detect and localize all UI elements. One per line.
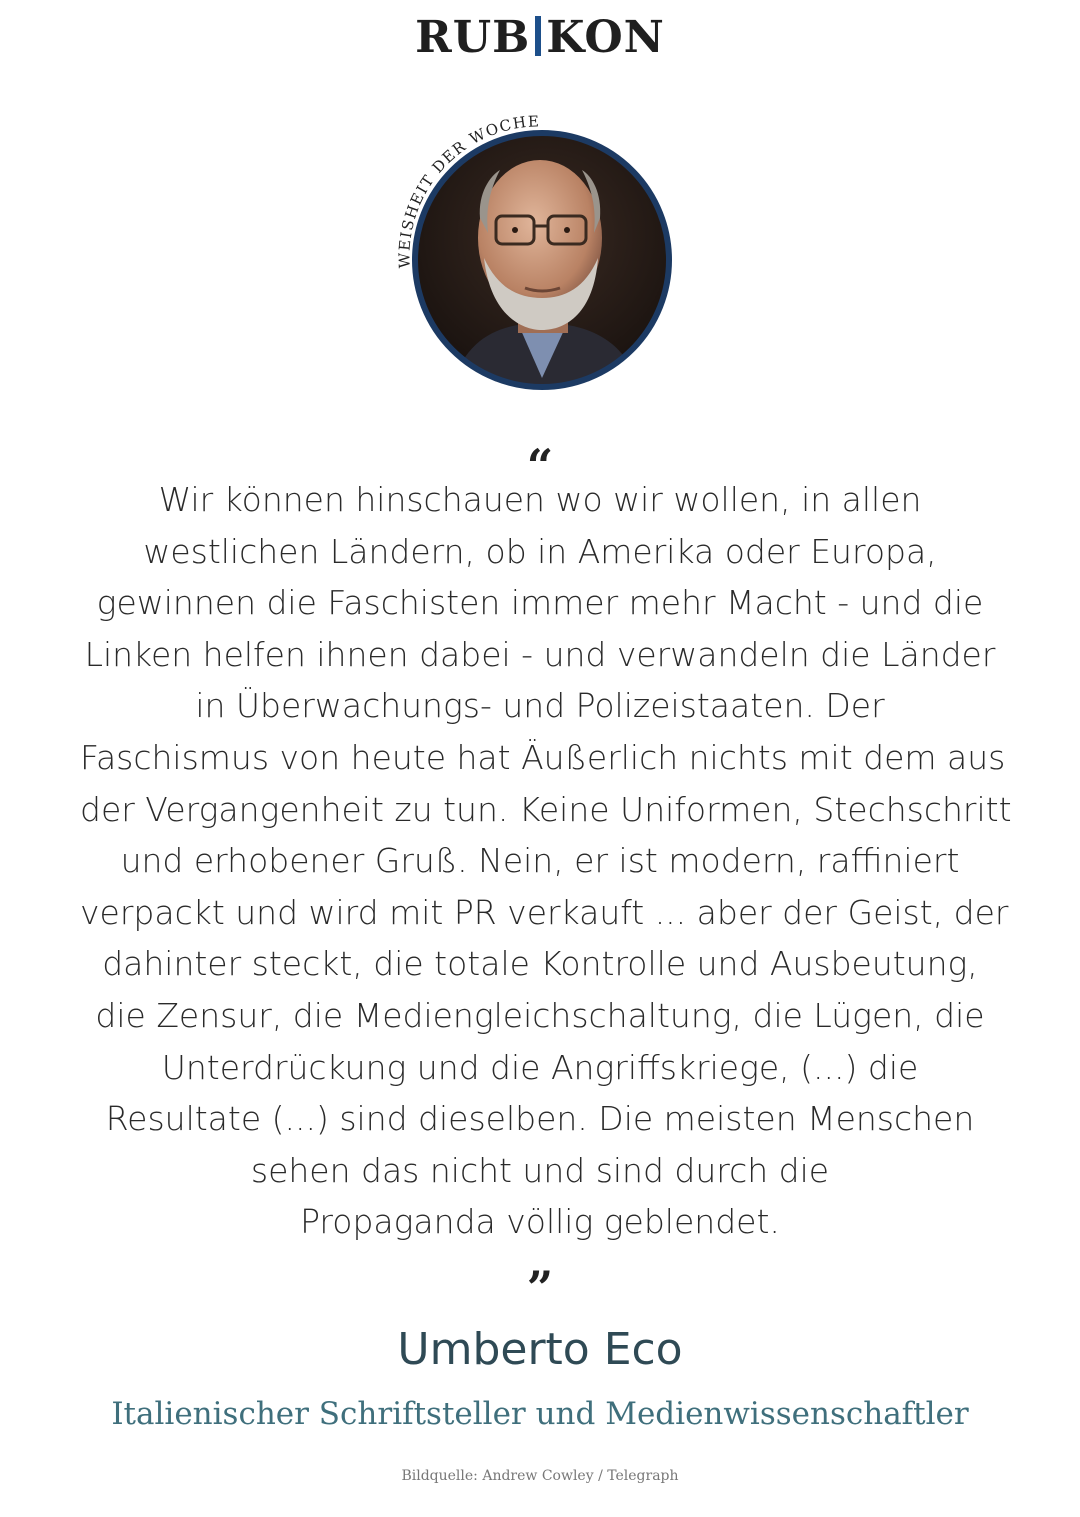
quote-line: die Zensur, die Mediengleichschaltung, die Lügen, die [95, 995, 985, 1035]
quote-line: Unterdrückung und die Angriffskriege, (...) die [161, 1047, 919, 1087]
quote-line: sehen das nicht und sind durch die [250, 1150, 830, 1190]
badge-arc-text: WEISHEIT DER WOCHE [395, 112, 541, 269]
quote-line: Linken helfen ihnen dabei - und verwandeln die Länder [84, 634, 996, 674]
open-quote-mark: “ [526, 439, 554, 493]
weekly-wisdom-badge [380, 98, 700, 408]
author-name: Umberto Eco [397, 1324, 683, 1375]
quote-line: westlichen Ländern, ob in Amerika oder Europa, [143, 531, 937, 571]
logo-text-left: RUB [415, 12, 531, 63]
quote-text [80, 474, 1012, 1248]
author-portrait [380, 98, 700, 408]
image-credit: Bildquelle: Andrew Cowley / Telegraph [401, 1468, 679, 1484]
quote-line: Propaganda völlig geblendet. [300, 1202, 780, 1242]
quote-line: der Vergangenheit zu tun. Keine Uniformen, Stechschritt [80, 789, 1012, 829]
close-quote-mark: ” [526, 1261, 554, 1315]
author-role: Italienischer Schriftsteller und Medienwissenschaftler [111, 1396, 969, 1432]
quote-line: Resultate (...) sind dieselben. Die meisten Menschen [105, 1099, 975, 1139]
rubikon-logo [0, 12, 1080, 64]
logo-divider-bar [535, 16, 541, 56]
logo-text-right: KON [546, 12, 665, 63]
quote-line: dahinter steckt, die totale Kontrolle und Ausbeutung, [102, 944, 978, 984]
quote-line: Wir können hinschauen wo wir wollen, in allen [158, 480, 922, 519]
quote-line: Faschismus von heute hat Äußerlich nichts mit dem aus [80, 737, 1006, 777]
quote-line: verpackt und wird mit PR verkauft ... aber der Geist, der [80, 892, 1009, 932]
quote-line: in Überwachungs- und Polizeistaaten. Der [195, 686, 885, 726]
quote-line: gewinnen die Faschisten immer mehr Macht - und die [96, 583, 984, 623]
quote-line: und erhobener Gruß. Nein, er ist modern, raffiniert [120, 841, 960, 881]
